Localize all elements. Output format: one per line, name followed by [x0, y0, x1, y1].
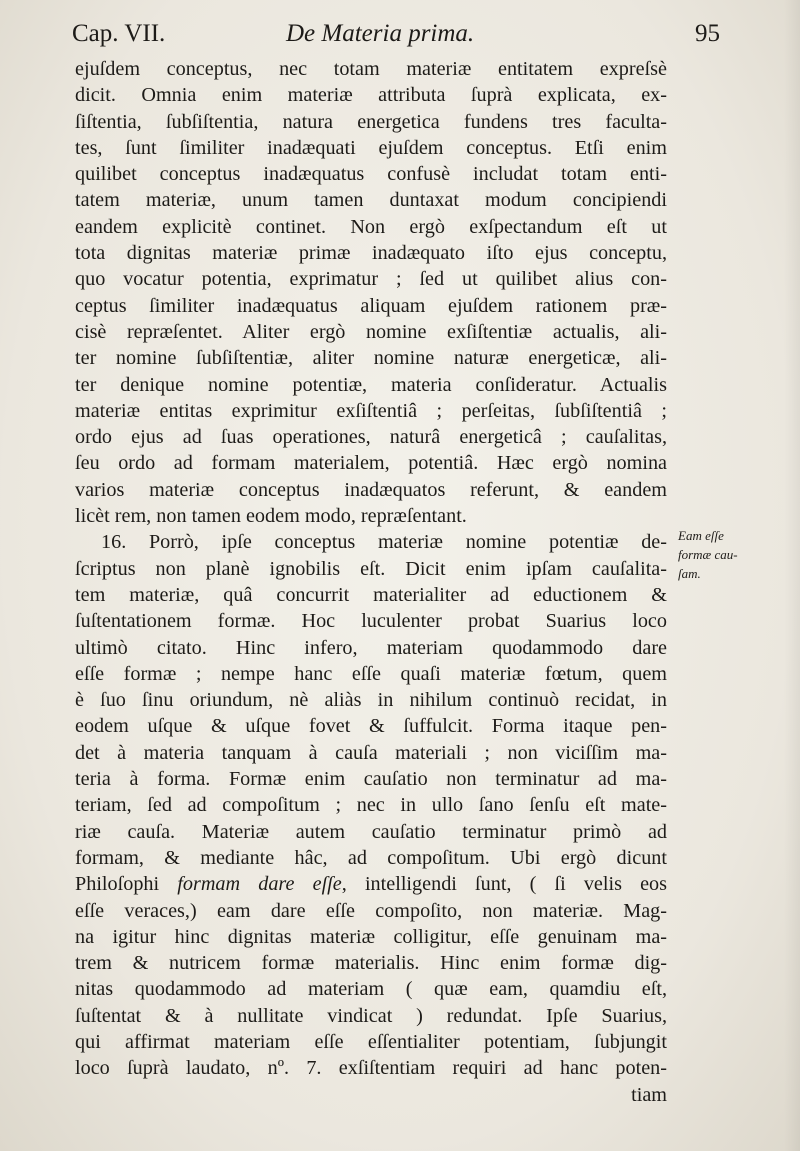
text-line: quo vocatur potentia, exprimatur ; ſed ut quilibet alius con-: [75, 268, 667, 291]
chapter-label: Cap. VII.: [72, 20, 166, 47]
text-line: ſiſtentia, ſubſiſtentia, natura energetica fundens tres facultа-: [75, 110, 667, 133]
margin-note-line: Eam eſſe: [678, 528, 724, 543]
text-line: riæ cauſa. Materiæ autem cauſatio terminatur primò ad: [75, 820, 667, 843]
text-line: eodem uſque & uſque fovet & ſuffulcit. Forma itaque pen-: [75, 715, 667, 738]
text-line: 16. Porrò, ipſe conceptus materiæ nomine potentiæ de-: [101, 531, 667, 554]
text-line: eandem explicitè continet. Non ergò exſpectandum eſt ut: [75, 215, 667, 238]
text-line: det à materia tanquam à cauſa materiali ; non viciſſim ma-: [75, 741, 667, 764]
text-line: ordo ejus ad ſuas operationes, naturâ energeticâ ; cauſalitas,: [75, 426, 667, 449]
text-line: tota dignitas materiæ primæ inadæquato iſto ejus conceptu,: [75, 242, 667, 265]
text-line: ultimò citato. Hinc infero, materiam quodammodo dare: [75, 636, 667, 659]
text-line: tatem materiæ, unum tamen duntaxat modum concipiendi: [75, 189, 667, 212]
text-line: ter nomine ſubſiſtentiæ, aliter nomine naturæ energeticæ, ali-: [75, 347, 667, 370]
margin-note-line: ſam.: [678, 566, 701, 581]
text-line: ſuſtentat & à nullitate vindicat ) redundat. Ipſe Suarius,: [75, 1004, 667, 1027]
text-line: eſſe formæ ; nempe hanc eſſe quaſi materiæ fœtum, quem: [75, 662, 667, 685]
margin-note-line: formæ cau-: [678, 547, 738, 562]
text-line: tes, ſunt ſimiliter inadæquati ejuſdem conceptus. Etſi enim: [75, 136, 667, 159]
text-line: varios materiæ conceptus inadæquatos referunt, & eandem: [75, 478, 667, 501]
page-number: 95: [695, 20, 720, 47]
text-line: cisè repræſentet. Aliter ergò nomine exſiſtentiæ actualis, ali-: [75, 320, 667, 343]
text-line: ter denique nomine potentiæ, materia conſideratur. Actualis: [75, 373, 667, 396]
text-line: qui affirmat materiam eſſe eſſentialiter potentiam, ſubjungit: [75, 1030, 667, 1053]
text-line: è ſuo ſinu oriundum, nè aliàs in nihilum continuò recidat, in: [75, 689, 667, 712]
text-line: ceptus ſimiliter inadæquatus aliquam ejuſdem rationem præ-: [75, 294, 667, 317]
text-line: materiæ entitas exprimitur exſiſtentiâ ; perſeitas, ſubſiſtentiâ ;: [75, 399, 667, 422]
text-line: ſuſtentationem formæ. Hoc luculenter probat Suarius loco: [75, 610, 667, 633]
text-line: tiam: [631, 1083, 667, 1106]
body-text: [75, 56, 667, 1108]
text-line: quilibet conceptus inadæquatus confusè includat totam enti-: [75, 163, 667, 186]
text-line: dicit. Omnia enim materiæ attributa ſuprà explicata, ex-: [75, 84, 667, 107]
text-line: na igitur hinc dignitas materiæ colligitur, eſſe genuinam ma-: [75, 925, 667, 948]
text-line: ſeu ordo ad formam materialem, potentiâ. Hæc ergò nomina: [75, 452, 667, 475]
text-line: teriam, ſed ad compoſitum ; nec in ullo ſano ſenſu eſt mate-: [75, 794, 667, 817]
text-line: licèt rem, non tamen eodem modo, repræſentant.: [75, 505, 467, 528]
text-line: loco ſuprà laudato, nº. 7. exſiſtentiam requiri ad hanc poten-: [75, 1057, 667, 1080]
running-title: De Materia prima.: [286, 20, 475, 47]
text-line: ſcriptus non planè ignobilis eſt. Dicit enim ipſam cauſalita-: [75, 557, 667, 580]
text-line: eſſe veraces,) eam dare eſſe compoſito, non materiæ. Mag-: [75, 899, 667, 922]
text-line: Philoſophi formam dare eſſe, intelligendi ſunt, ( ſi velis eos: [75, 873, 667, 896]
running-header: [72, 20, 720, 56]
text-line: nitas quodammodo ad materiam ( quæ eam, quamdiu eſt,: [75, 978, 667, 1001]
text-line: formam, & mediante hâc, ad compoſitum. Ubi ergò dicunt: [75, 846, 667, 869]
text-line: tem materiæ, quâ concurrit materialiter ad eductionem &: [75, 583, 667, 606]
margin-note: [678, 526, 788, 583]
text-line: teria à forma. Formæ enim cauſatio non terminatur ad ma-: [75, 768, 667, 791]
text-line: ejuſdem conceptus, nec totam materiæ entitatem expreſsè: [75, 58, 667, 80]
text-line: trem & nutricem formæ materialis. Hinc enim formæ dig-: [75, 952, 667, 975]
